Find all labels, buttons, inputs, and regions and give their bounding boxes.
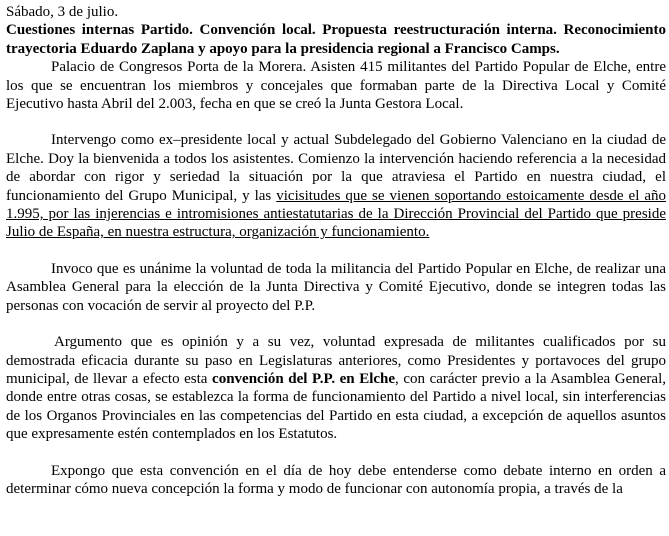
section-heading: Cuestiones internas Partido. Convención local. Propuesta reestructuración interna. Reconocimiento trayectoria Eduardo Zaplana y apoyo para la presidencia regional a Francisco Camps. [6, 22, 666, 57]
paragraph-2-underlined: vicisitudes que se vienen soportando estoicamente desde el año 1.995, por las injerencias e intromisiones antiestatutarias de la Dirección Provincial del Partido que preside Julio de España, en nuestra estructura, organización y funcionamiento. [6, 187, 667, 241]
paragraph-5-text: Expongo que esta convención en el día de hoy debe entenderse como debate interno en orden a determinar cómo nueva concepción la forma y modo de funcionar con autonomía propia, a través de la [6, 462, 666, 497]
paragraph-4-text: Argumento que es opinión y a su vez, voluntad expresada de militantes cualificados por su demostrada eficacia durante su paso en Legislaturas anteriores, como Presidentes y portavoces del grupo municipal, de llevar a efecto esta [6, 334, 666, 387]
paragraph-5 [6, 462, 666, 499]
paragraph-4-bold: convención del P.P. en Elche [212, 370, 396, 387]
paragraph-2-text: Intervengo como ex–presidente local y actual Subdelegado del Gobierno Valenciano en la ciudad de Elche. Doy la bienvenida a todos los asistentes. Comienzo la intervención haciendo referencia a la necesidad de abordar con rigor y seriedad la situación por la que atraviesa el Partido en nuestra ciudad, el funcionamiento del Grupo Municipal, y las [6, 132, 666, 204]
paragraph-2 [6, 131, 666, 241]
paragraph-3-text: Invoco que es unánime la voluntad de toda la militancia del Partido Popular en Elche, de realizar una Asamblea General para la elección de la Junta Directiva y Comité Ejecutivo, donde se integren todas las personas con vocación de servir al proyecto del P.P. [6, 260, 666, 314]
paragraph-4 [6, 333, 666, 443]
paragraph-1-text: Palacio de Congresos Porta de la Morera. Asisten 415 militantes del Partido Popular de Elche, entre los que se encuentran los miembros y concejales que formaban parte de la Directiva Local y Comité Ejecutivo hasta Abril del 2.003, fecha en que se creó la Junta Gestora Local. [6, 59, 666, 113]
paragraph-1 [6, 58, 666, 113]
date-line: Sábado, 3 de julio. [6, 4, 119, 20]
paragraph-4-text-end: , con carácter previo a la Asamblea General, donde entre otras cosas, se establezca la forma de funcionamiento del Partido a nivel local, sin interferencias de los Organos Provinciales en las competencias del Partido en esta ciudad, a excepción de aquellos asuntos que expresamente estén contemplados en los Estatutos. [6, 370, 666, 443]
paragraph-3 [6, 260, 666, 315]
